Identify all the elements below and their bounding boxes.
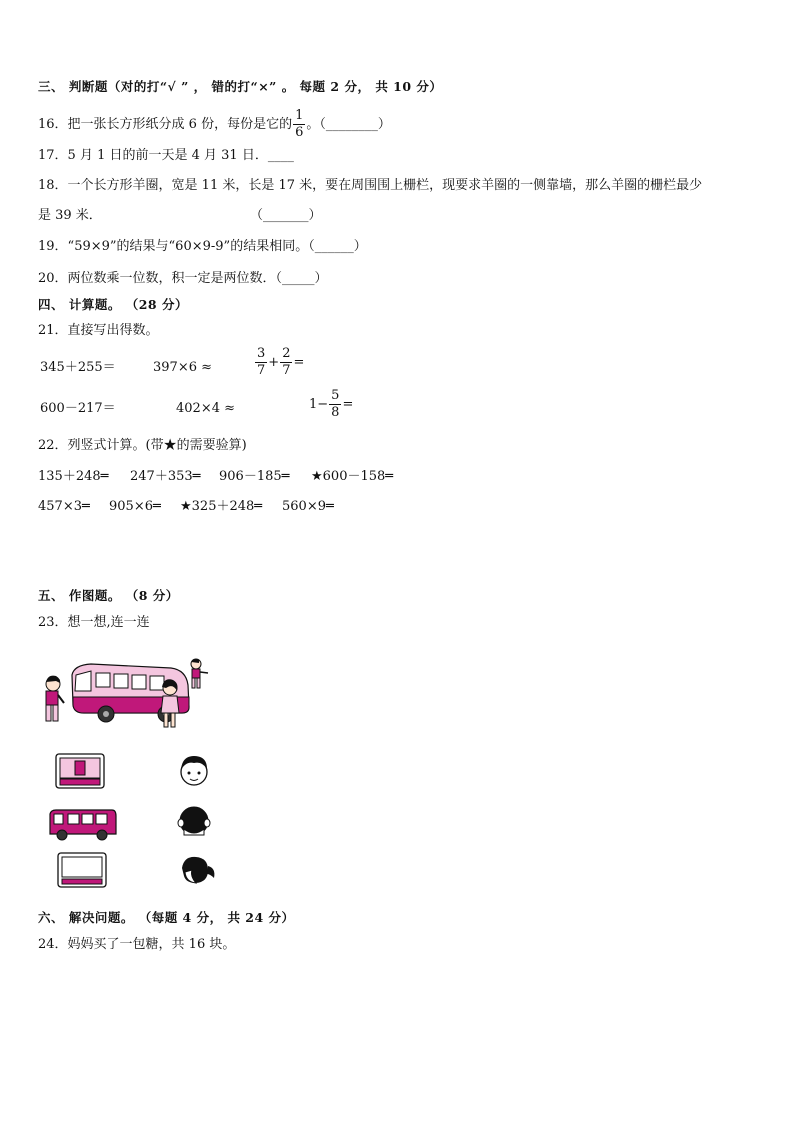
frac-2-num: 2: [282, 346, 291, 361]
question-18-line2: 是 39 米．: [38, 208, 102, 223]
q16-denominator: 6: [295, 125, 304, 140]
bus-side-view-icon[interactable]: [46, 808, 118, 842]
q18-answer-blank[interactable]: （_______）: [250, 208, 322, 223]
q16-answer-blank[interactable]: 。（________）: [306, 117, 391, 132]
vertical-calc-3: 906－185═: [219, 469, 290, 484]
question-19: 19．“59×9”的结果与“60×9-9”的结果相同。（______）: [38, 239, 367, 254]
calc-fraction-sum: [254, 346, 304, 379]
boy-back-head-icon[interactable]: [176, 803, 212, 839]
girl-side-head-icon[interactable]: [176, 852, 218, 888]
section6-header: 六、 解决问题。 （每题 4 分， 共 24 分）: [38, 910, 295, 925]
frac-8-den: 8: [331, 405, 340, 420]
question-23: 23．想一想,连一连: [38, 615, 150, 630]
question-18-line1: 18．一个长方形羊圈，宽是 11 米，长是 17 米，要在周围围上栅栏，现要求羊圈的一侧靠墙，那么羊圈的栅栏最少: [38, 178, 703, 193]
calc-600-217: 600－217＝: [40, 401, 116, 416]
question-16: [38, 108, 391, 141]
boy-face-icon[interactable]: [176, 752, 212, 788]
vertical-calc-2: 247＋353═: [130, 469, 201, 484]
section5-header: 五、 作图题。 （8 分）: [38, 588, 179, 603]
bus-scene-illustration: [36, 655, 216, 735]
calc-345-255: 345＋255＝: [40, 360, 116, 375]
frac-5-num: 5: [331, 388, 340, 403]
frac-3-den: 7: [257, 363, 266, 378]
bus-back-view-icon[interactable]: [57, 852, 107, 888]
section3-header: 三、 判断题（对的打“√ ” ， 错的打“×” 。 每题 2 分， 共 10 分）: [38, 79, 443, 94]
bus-front-view-icon[interactable]: [55, 753, 105, 789]
calc-397x6: 397×6 ≈: [153, 360, 213, 375]
frac-3-num: 3: [257, 346, 266, 361]
question-24: 24．妈妈买了一包糖，共 16 块。: [38, 937, 236, 952]
vertical-calc-8: 560×9═: [282, 499, 334, 514]
question-20: 20．两位数乘一位数，积一定是两位数．（_____）: [38, 271, 328, 286]
q16-fraction: [293, 108, 305, 141]
vertical-calc-6: 905×6═: [109, 499, 161, 514]
question-22: 22．列竖式计算。(带★的需要验算): [38, 438, 247, 453]
plus-sign: +: [268, 355, 280, 370]
q16-numerator: 1: [295, 108, 304, 123]
one-minus: 1−: [309, 397, 329, 412]
equals-sign-2: =: [342, 397, 354, 412]
question-17: 17．5 月 1 日的前一天是 4 月 31 日．____: [38, 148, 294, 163]
equals-sign: =: [293, 355, 305, 370]
frac-2-den: 7: [282, 363, 291, 378]
vertical-calc-7: ★325＋248═: [180, 499, 263, 514]
calc-one-minus-fraction: [309, 388, 353, 421]
vertical-calc-4: ★600－158═: [311, 469, 394, 484]
question-21: 21．直接写出得数。: [38, 323, 159, 338]
vertical-calc-5: 457×3═: [38, 499, 90, 514]
vertical-calc-1: 135＋248═: [38, 469, 109, 484]
q16-text: 16．把一张长方形纸分成 6 份，每份是它的: [38, 117, 293, 132]
section4-header: 四、 计算题。 （28 分）: [38, 297, 188, 312]
calc-402x4: 402×4 ≈: [176, 401, 236, 416]
